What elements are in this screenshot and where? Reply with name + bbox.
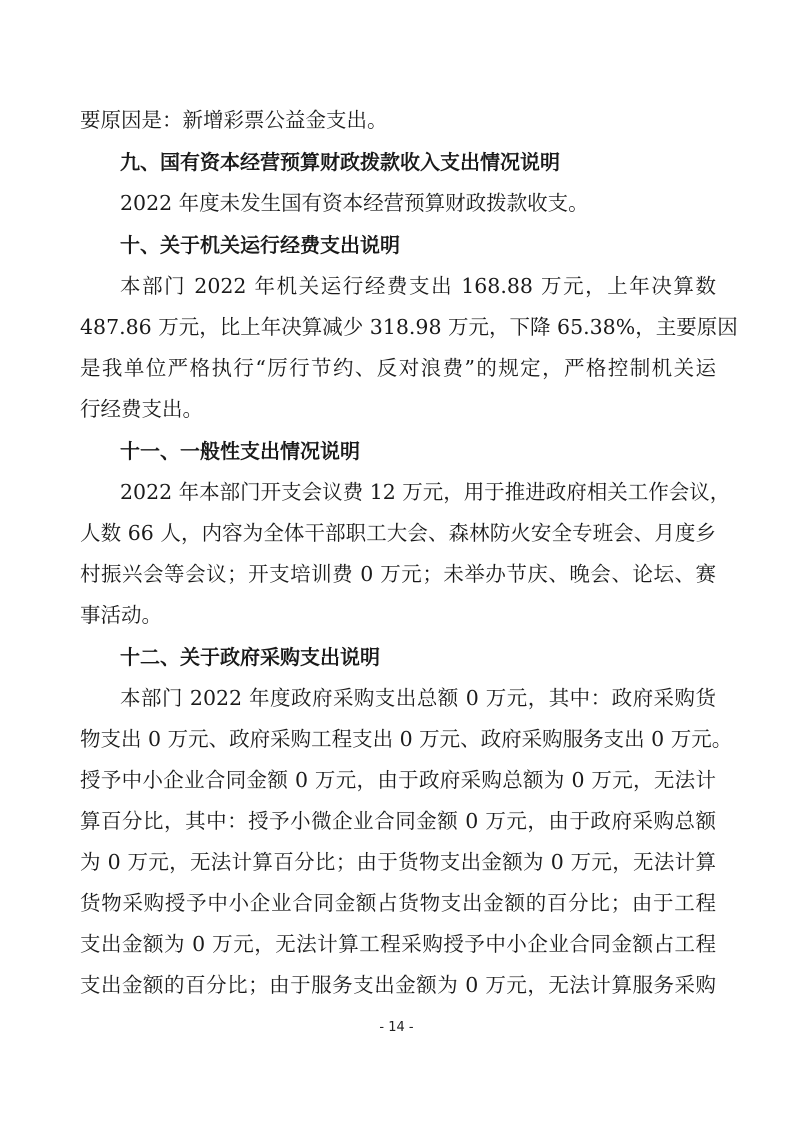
body-line: 人数 66 人，内容为全体干部职工大会、森林防火安全专班会、月度乡 xyxy=(80,521,716,545)
body-line: 事活动。 xyxy=(80,603,162,627)
page-number: - 14 - xyxy=(379,1020,414,1035)
body-line: 487.86 万元，比上年决算减少 318.98 万元，下降 65.38%，主要原因 xyxy=(80,315,738,339)
document-body xyxy=(80,100,738,1006)
section-heading-12: 十二、关于政府采购支出说明 xyxy=(120,645,380,669)
body-line: 算百分比，其中：授予小微企业合同金额 0 万元，由于政府采购总额 xyxy=(80,809,716,833)
body-line: 要原因是：新增彩票公益金支出。 xyxy=(80,108,388,132)
body-line: 村振兴会等会议；开支培训费 0 万元；未举办节庆、晚会、论坛、赛 xyxy=(80,562,716,586)
section-heading-10: 十、关于机关运行经费支出说明 xyxy=(120,233,400,257)
section-heading-11: 十一、一般性支出情况说明 xyxy=(120,439,360,463)
body-line: 支出金额为 0 万元，无法计算工程采购授予中小企业合同金额占工程 xyxy=(80,932,716,956)
body-line: 授予中小企业合同金额 0 万元，由于政府采购总额为 0 万元，无法计 xyxy=(80,768,716,792)
body-line: 货物采购授予中小企业合同金额占货物支出金额的百分比；由于工程 xyxy=(80,891,716,915)
body-line: 本部门 2022 年度政府采购支出总额 0 万元，其中：政府采购货 xyxy=(120,686,716,710)
body-line: 物支出 0 万元、政府采购工程支出 0 万元、政府采购服务支出 0 万元。 xyxy=(80,727,733,751)
body-line: 2022 年度未发生国有资本经营预算财政拨款收支。 xyxy=(120,191,589,215)
body-line: 是我单位严格执行“厉行节约、反对浪费”的规定，严格控制机关运 xyxy=(80,356,716,380)
body-line: 为 0 万元，无法计算百分比；由于货物支出金额为 0 万元，无法计算 xyxy=(80,850,716,874)
section-heading-9: 九、国有资本经营预算财政拨款收入支出情况说明 xyxy=(120,150,560,174)
body-line: 支出金额的百分比；由于服务支出金额为 0 万元，无法计算服务采购 xyxy=(80,973,716,997)
body-line: 本部门 2022 年机关运行经费支出 168.88 万元，上年决算数 xyxy=(120,274,716,298)
body-line: 2022 年本部门开支会议费 12 万元，用于推进政府相关工作会议， xyxy=(120,480,731,504)
body-line: 行经费支出。 xyxy=(80,397,203,421)
